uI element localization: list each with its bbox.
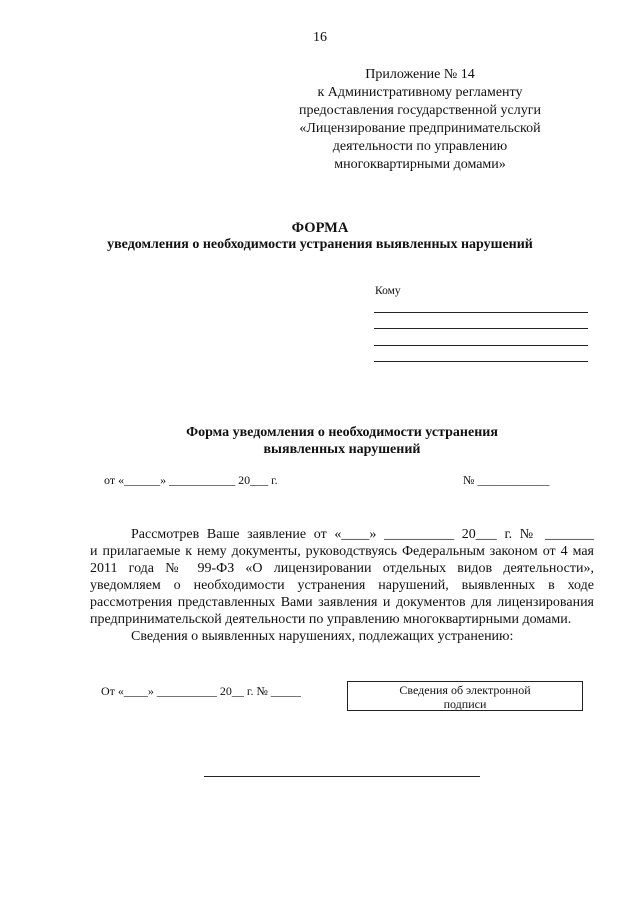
page-number: 16	[313, 30, 327, 45]
body-first-line: Рассмотрев Ваше заявление от «____» __________ 20___ г. № _______	[131, 527, 594, 542]
reference-field: От «____» __________ 20__ г. № _____	[101, 684, 301, 698]
signature-box-line: подписи	[443, 697, 487, 711]
signature-info-box	[347, 681, 583, 711]
appendix-line: деятельности по управлению	[332, 139, 508, 154]
appendix-line: многоквартирными домами»	[334, 157, 506, 172]
addressee-line[interactable]	[374, 361, 588, 362]
signature-line[interactable]	[204, 776, 480, 777]
addressee-line[interactable]	[374, 312, 588, 313]
form-title: ФОРМА	[291, 220, 349, 236]
appendix-number: Приложение № 14	[365, 67, 475, 82]
appendix-header	[260, 66, 580, 174]
signature-box-line: Сведения об электронной	[399, 683, 531, 697]
addressee-label: Кому	[375, 285, 401, 297]
addressee-line[interactable]	[374, 328, 588, 329]
appendix-line: «Лицензирование предпринимательской	[299, 121, 541, 136]
violations-heading: Сведения о выявленных нарушениях, подлежащих устранению:	[131, 629, 514, 644]
inner-title	[100, 424, 584, 458]
inner-title-line: выявленных нарушений	[263, 442, 421, 457]
notice-number-field: № ____________	[463, 473, 550, 487]
appendix-line: предоставления государственной услуги	[299, 103, 541, 118]
form-subtitle: уведомления о необходимости устранения выявленных нарушений	[107, 237, 533, 252]
body-paragraph: и прилагаемые к нему документы, руководствуясь Федеральным законом от 4 мая 2011 года № 99-ФЗ «О лицензировании отдельных видов деятельности», уведомляем о необходимости устранения нарушений, выявленных в ходе рассмотрения представленных Вами заявления и документов для лицензирования предпринимательской деятельности по управлению многоквартирными домами.	[90, 544, 594, 627]
notice-body	[90, 526, 594, 645]
inner-title-line: Форма уведомления о необходимости устранения	[186, 425, 498, 440]
notice-date-field: от «______» ___________ 20___ г.	[104, 473, 278, 487]
addressee-line[interactable]	[374, 345, 588, 346]
appendix-line: к Административному регламенту	[317, 85, 523, 100]
